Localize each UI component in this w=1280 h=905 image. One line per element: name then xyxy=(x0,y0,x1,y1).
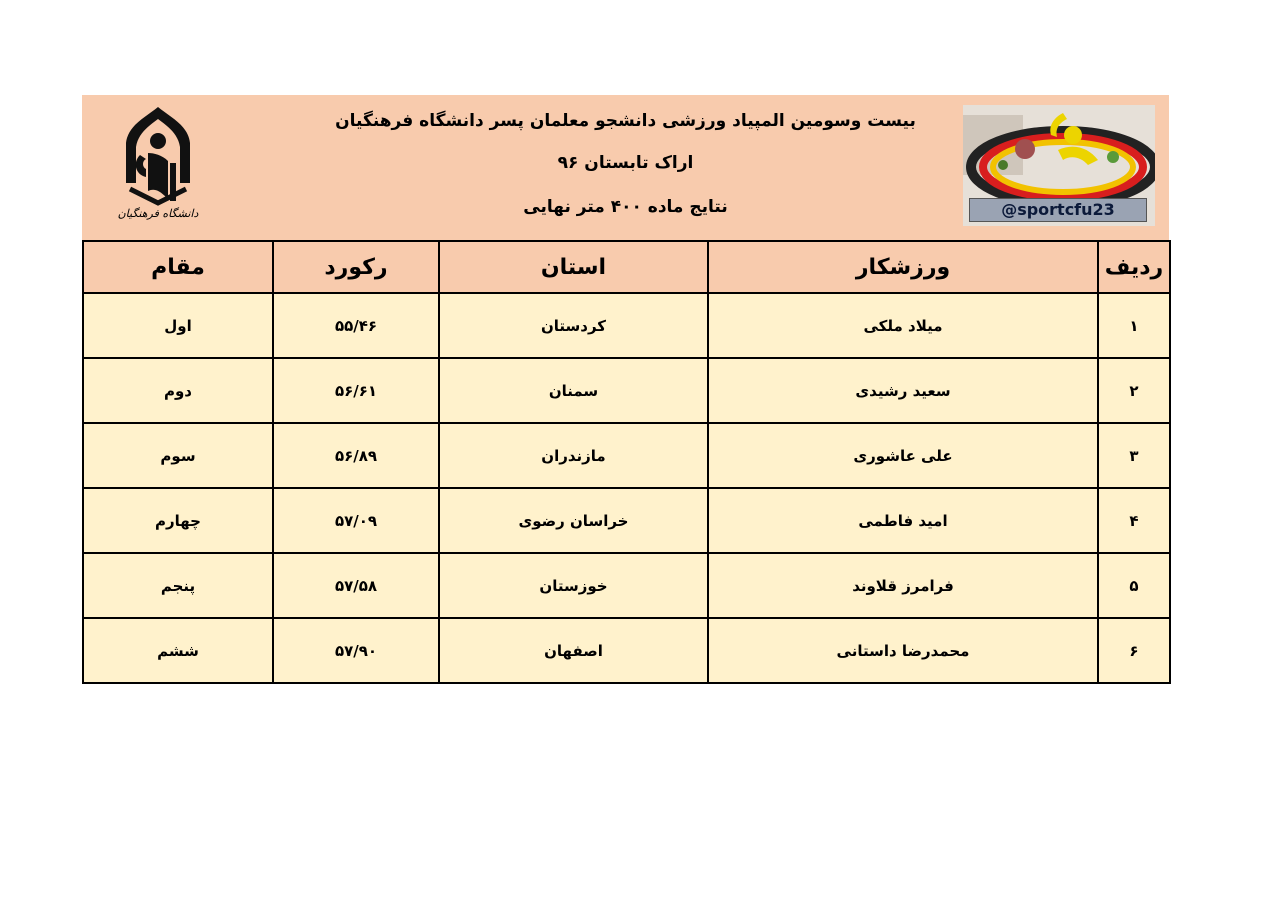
table-row xyxy=(83,293,1170,358)
cell-place: سوم xyxy=(83,423,273,488)
table-row xyxy=(83,553,1170,618)
cell-athlete: علی عاشوری xyxy=(708,423,1098,488)
university-logo xyxy=(118,103,198,231)
cell-athlete: محمدرضا داستانی xyxy=(708,618,1098,683)
cell-rank: ۶ xyxy=(1098,618,1170,683)
table-row xyxy=(83,618,1170,683)
column-header-rank: ردیف xyxy=(1098,241,1170,293)
cell-athlete: امید فاطمی xyxy=(708,488,1098,553)
table-row xyxy=(83,358,1170,423)
cell-athlete: فرامرز قلاوند xyxy=(708,553,1098,618)
cell-record: ۵۵/۴۶ xyxy=(273,293,439,358)
cell-province: اصفهان xyxy=(439,618,708,683)
cell-place: دوم xyxy=(83,358,273,423)
table-row xyxy=(83,488,1170,553)
cell-rank: ۵ xyxy=(1098,553,1170,618)
sheet-header xyxy=(82,95,1169,240)
university-logo-caption: دانشگاه فرهنگیان xyxy=(117,207,199,220)
table-header-row xyxy=(83,241,1170,293)
cell-rank: ۱ xyxy=(1098,293,1170,358)
results-sheet xyxy=(82,95,1169,684)
column-header-province: استان xyxy=(439,241,708,293)
cell-province: خوزستان xyxy=(439,553,708,618)
cell-athlete: سعید رشیدی xyxy=(708,358,1098,423)
cell-record: ۵۷/۰۹ xyxy=(273,488,439,553)
table-row xyxy=(83,423,1170,488)
cell-province: مازندران xyxy=(439,423,708,488)
column-header-athlete: ورزشکار xyxy=(708,241,1098,293)
cell-record: ۵۷/۹۰ xyxy=(273,618,439,683)
cell-province: کردستان xyxy=(439,293,708,358)
column-header-record: رکورد xyxy=(273,241,439,293)
social-handle: @sportcfu23 xyxy=(969,198,1147,222)
cell-place: ششم xyxy=(83,618,273,683)
event-title: بیست وسومین المپیاد ورزشی دانشجو معلمان پسر دانشگاه فرهنگیان xyxy=(335,111,916,131)
cell-record: ۵۶/۶۱ xyxy=(273,358,439,423)
cell-place: چهارم xyxy=(83,488,273,553)
event-subtitle: نتایج ماده ۴۰۰ متر نهایی xyxy=(523,197,728,217)
column-header-place: مقام xyxy=(83,241,273,293)
header-titles xyxy=(332,95,919,240)
cell-athlete: میلاد ملکی xyxy=(708,293,1098,358)
cell-province: سمنان xyxy=(439,358,708,423)
cell-rank: ۴ xyxy=(1098,488,1170,553)
cell-record: ۵۶/۸۹ xyxy=(273,423,439,488)
olympiad-logo xyxy=(963,105,1155,226)
results-table xyxy=(82,240,1171,684)
event-location: اراک تابستان ۹۶ xyxy=(557,153,694,173)
cell-place: پنجم xyxy=(83,553,273,618)
cell-province: خراسان رضوی xyxy=(439,488,708,553)
cell-rank: ۳ xyxy=(1098,423,1170,488)
cell-record: ۵۷/۵۸ xyxy=(273,553,439,618)
cell-rank: ۲ xyxy=(1098,358,1170,423)
cell-place: اول xyxy=(83,293,273,358)
